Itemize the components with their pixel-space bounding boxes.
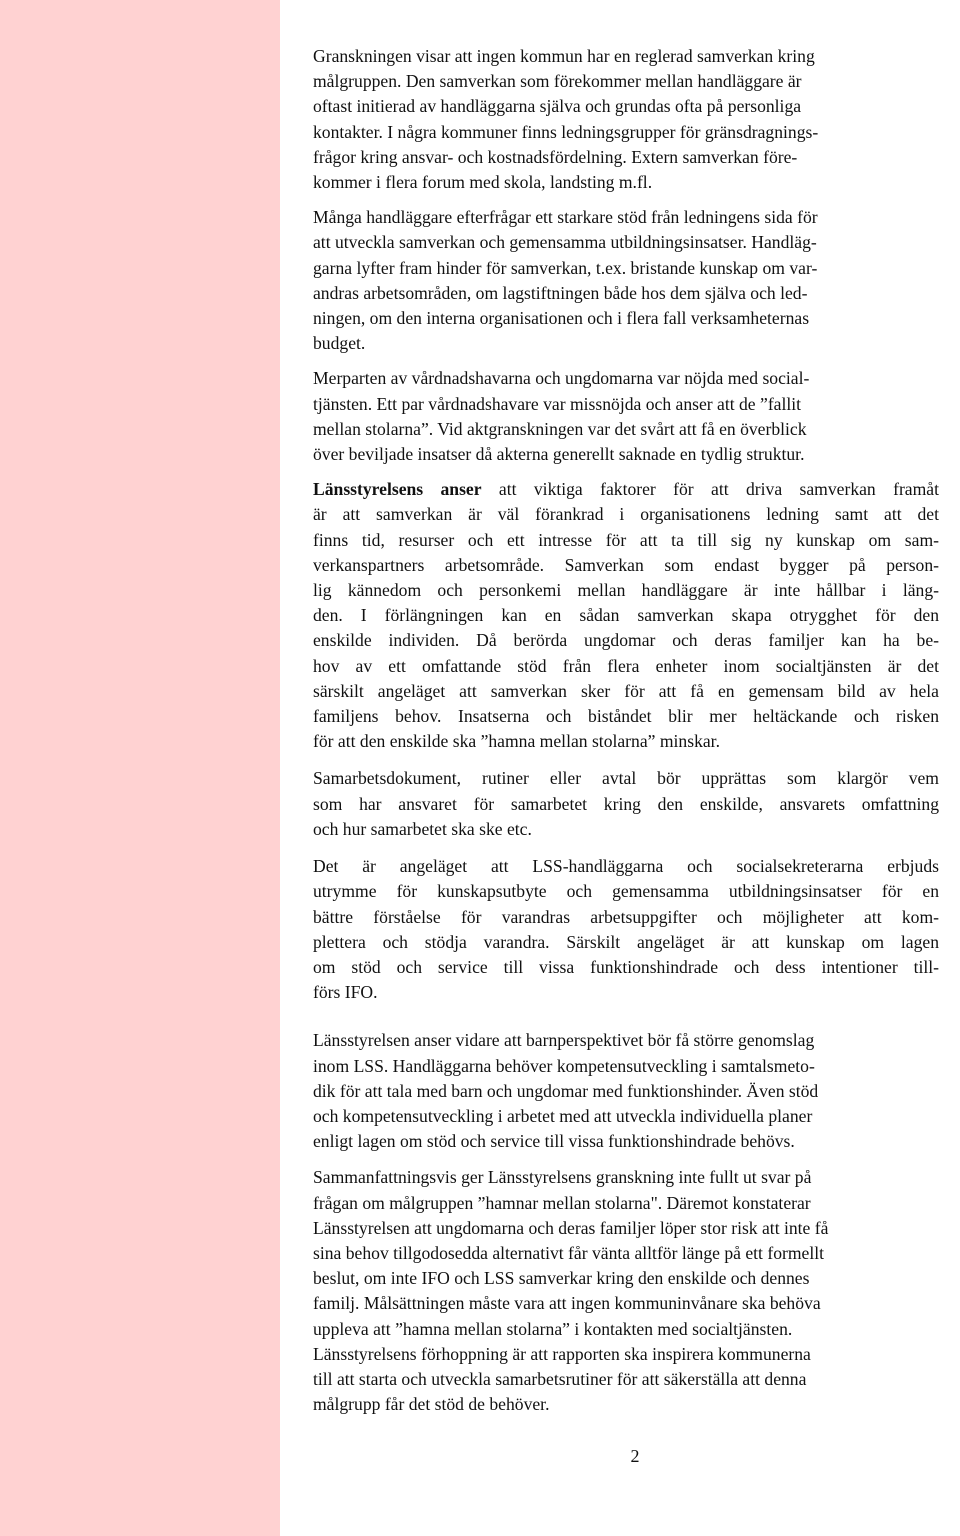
text-line: Granskningen visar att ingen kommun har en reglerad samverkan kring <box>313 46 815 66</box>
bold-lead: Länsstyrelsens anser <box>313 479 482 500</box>
text-line: Merparten av vårdnadshavarna och ungdomarna var nöjda med social- <box>313 368 810 389</box>
paragraph-2 <box>313 205 939 356</box>
text-line: beslut, om inte IFO och LSS samverkar kring den enskilde och dennes <box>313 1268 810 1289</box>
text-line: Det är angeläget att LSS-handläggarna och socialsekreterarna erbjuds <box>313 856 939 877</box>
text-line: om stöd och service till vissa funktionshindrade och dess intentioner till- <box>313 956 939 977</box>
text-line: över beviljade insatser då akterna generellt saknade en tydlig struktur. <box>313 444 805 465</box>
text-line: och kompetensutveckling i arbetet med att utveckla individuella planer <box>313 1105 813 1126</box>
paragraph-3 <box>313 366 939 467</box>
text-line: den. I förlängningen kan en sådan samverkan skapa otrygghet för den <box>313 605 939 626</box>
text-line: uppleva att ”hamna mellan stolarna” i kontakten med socialtjänsten. <box>313 1318 793 1339</box>
text-line: bättre förståelse för varandras arbetsuppgifter och möjligheter att kom- <box>313 906 939 927</box>
page-number: 2 <box>630 1446 640 1466</box>
text-line: till att starta och utveckla samarbetsrutiner för att säkerställa att denna <box>313 1368 807 1389</box>
text-line: dik för att tala med barn och ungdomar med funktionshinder. Även stöd <box>313 1080 819 1101</box>
paragraph-6 <box>313 854 939 1005</box>
text-line: frågan om målgruppen ”hamnar mellan stolarna". Däremot konstaterar <box>313 1192 811 1213</box>
text-line: för att den enskilde ska ”hamna mellan stolarna” minskar. <box>313 731 720 752</box>
text-line: enligt lagen om stöd och service till vissa funktionshindrade behövs. <box>313 1131 795 1152</box>
paragraph-5 <box>313 766 939 842</box>
text-line: och hur samarbetet ska ske etc. <box>313 818 532 839</box>
text-line: frågor kring ansvar- och kostnadsfördelning. Extern samverkan före- <box>313 146 798 167</box>
document-body <box>313 44 939 1417</box>
text-line: att utveckla samverkan och gemensamma utbildningsinsatser. Handläg- <box>313 232 817 253</box>
text-line: förs IFO. <box>313 982 378 1003</box>
text-line: familjens behov. Insatserna och biståndet blir mer heltäckande och risken <box>313 706 939 727</box>
paragraph-7 <box>313 1028 939 1154</box>
text-line: hov av ett omfattande stöd från flera enheter inom socialtjänsten är det <box>313 655 939 676</box>
text-line: plettera och stödja varandra. Särskilt angeläget är att kunskap om lagen <box>313 931 939 952</box>
text-line: ningen, om den interna organisationen och i flera fall verksamheternas <box>313 308 810 329</box>
text-line: finns tid, resurser och ett intresse för att ta till sig ny kunskap om sam- <box>313 529 939 550</box>
text-line: Många handläggare efterfrågar ett starkare stöd från ledningens sida för <box>313 207 818 228</box>
paragraph-8 <box>313 1165 939 1417</box>
text-line: inom LSS. Handläggarna behöver kompetensutveckling i samtalsmeto- <box>313 1055 815 1076</box>
text-line: garna lyfter fram hinder för samverkan, t.ex. bristande kunskap om var- <box>313 257 818 278</box>
text-line: målgruppen. Den samverkan som förekommer mellan handläggare är <box>313 71 802 92</box>
text-line: enskilde individen. Då berörda ungdomar och deras familjer kan ha be- <box>313 630 939 651</box>
text-line: verkanspartners arbetsområde. Samverkan som endast bygger på person- <box>313 554 939 575</box>
text-line: sina behov tillgodosedda alternativt får vänta alltför länge på ett formellt <box>313 1242 825 1263</box>
text-line: målgrupp får det stöd de behöver. <box>313 1394 550 1415</box>
text-line: Sammanfattningsvis ger Länsstyrelsens granskning inte fullt ut svar på <box>313 1167 812 1188</box>
text-line: Länsstyrelsens anser att viktiga faktorer för att driva samverkan framåt <box>313 479 939 500</box>
text-line: utrymme för kunskapsutbyte och gemensamma utbildningsinsatser för en <box>313 881 939 902</box>
text-line: Länsstyrelsens förhoppning är att rapporten ska inspirera kommunerna <box>313 1343 811 1364</box>
text-line: mellan stolarna”. Vid aktgranskningen var det svårt att få en överblick <box>313 418 807 439</box>
text-line: Länsstyrelsen att ungdomarna och deras familjer löper stor risk att inte få <box>313 1217 829 1238</box>
paragraph-4 <box>313 477 939 754</box>
text-line: tjänsten. Ett par vårdnadshavare var missnöjda och anser att de ”fallit <box>313 393 802 414</box>
left-margin-band <box>0 0 280 1536</box>
text-line: oftast initierad av handläggarna själva och grundas ofta på personliga <box>313 96 802 117</box>
text-line: Länsstyrelsen anser vidare att barnperspektivet bör få större genomslag <box>313 1030 815 1051</box>
text-line: kontakter. I några kommuner finns ledningsgrupper för gränsdragnings- <box>313 121 819 142</box>
text-line: särskilt angeläget att samverkan sker för att få en gemensam bild av hela <box>313 680 939 701</box>
paragraph-1 <box>313 44 939 195</box>
text-line: Samarbetsdokument, rutiner eller avtal bör upprättas som klargör vem <box>313 768 939 789</box>
text-line: familj. Målsättningen måste vara att ingen kommuninvånare ska behöva <box>313 1293 821 1314</box>
text-line: andras arbetsområden, om lagstiftningen både hos dem själva och led- <box>313 282 808 303</box>
text-line: budget. <box>313 333 366 354</box>
text-line: kommer i flera forum med skola, landsting m.fl. <box>313 172 653 193</box>
text-line: som har ansvaret för samarbetet kring den enskilde, ansvarets omfattning <box>313 793 939 814</box>
text-line: lig kännedom och personkemi mellan handläggare är inte hållbar i läng- <box>313 580 939 601</box>
text-line: är att samverkan är väl förankrad i organisationens ledning samt att det <box>313 504 939 525</box>
